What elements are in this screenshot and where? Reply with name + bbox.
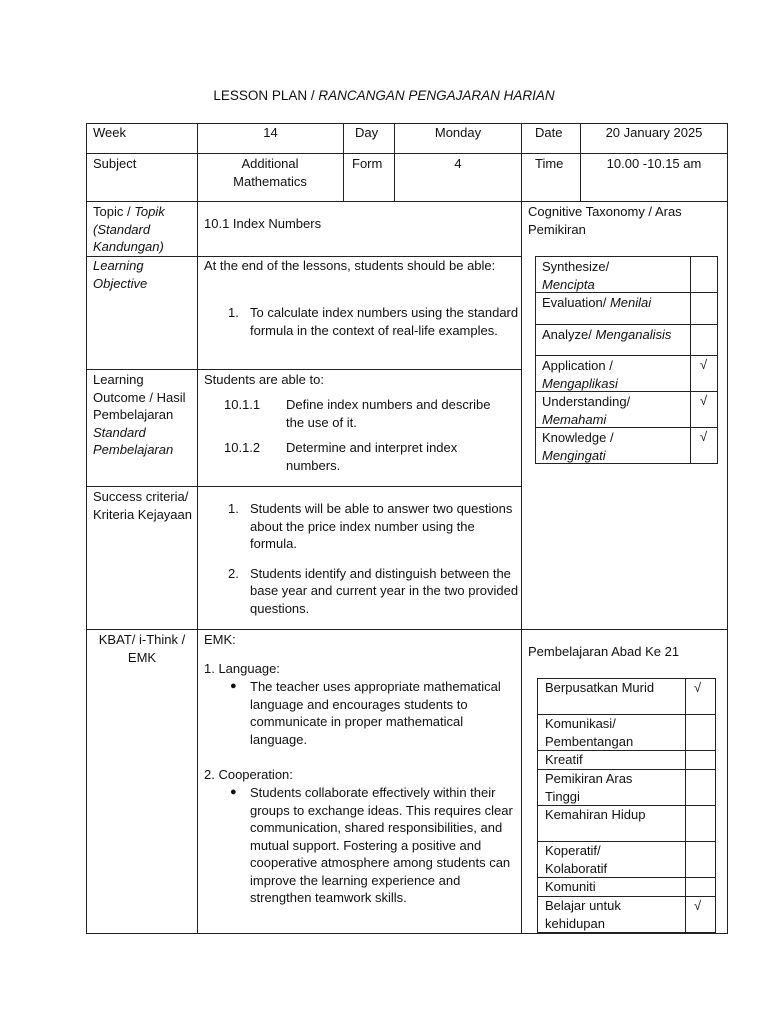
cognitive-level: Application / Mengaplikasi — [542, 358, 618, 391]
language-heading: 1. Language: — [204, 661, 280, 676]
bullet-icon: ● — [230, 786, 237, 798]
list-item: 1. Students will be able to answer two questions about the price index number using the formula. — [228, 501, 513, 551]
cognitive-level: Knowledge / Mengingati — [542, 430, 614, 463]
check-mark-icon: √ — [700, 393, 708, 408]
list-item: 10.1.1 Define index numbers and describe the use of it. — [224, 397, 491, 430]
check-mark-icon: √ — [694, 898, 702, 913]
bullet-icon: ● — [230, 680, 237, 692]
time-value: 10.00 -10.15 am — [606, 156, 702, 171]
week-value: 14 — [263, 125, 278, 140]
date-value: 20 January 2025 — [605, 125, 703, 140]
list-item: 1. To calculate index numbers using the standard formula in the context of real-life examples. — [228, 305, 519, 338]
form-label: Form — [352, 156, 383, 171]
abad21-item: Pemikiran Aras Tinggi — [545, 771, 633, 804]
page-title: LESSON PLAN / RANCANGAN PENGAJARAN HARIAN — [213, 88, 555, 103]
cooperation-heading: 2. Cooperation: — [204, 767, 293, 782]
cooperation-list — [204, 784, 516, 907]
list-item: ● The teacher uses appropriate mathematical language and encourages students to communicate in proper mathematical language. — [230, 679, 501, 747]
outcome-list — [204, 396, 504, 482]
time-label: Time — [535, 156, 564, 171]
day-value: Monday — [434, 125, 482, 140]
outcome-label: Learning Outcome / Hasil Pembelajaran Standard Pembelajaran — [93, 372, 186, 457]
cognitive-level: Evaluation/ Menilai — [542, 295, 652, 310]
abad21-item: Kreatif — [545, 752, 583, 767]
abad21-item: Belajar untuk kehidupan — [545, 898, 621, 931]
success-label: Success criteria/ Kriteria Kejayaan — [93, 489, 192, 522]
language-list — [204, 678, 516, 748]
abad21-heading: Pembelajaran Abad Ke 21 — [528, 644, 680, 659]
day-label: Day — [355, 125, 379, 140]
objective-list — [204, 304, 519, 351]
subject-value: Additional Mathematics — [233, 156, 307, 189]
subject-label: Subject — [93, 156, 137, 171]
topic-value: 10.1 Index Numbers — [204, 216, 322, 231]
success-list — [204, 500, 519, 629]
abad21-item: Berpusatkan Murid — [545, 680, 655, 695]
list-item: 2. Students identify and distinguish between the base year and current year in the two provided questions. — [228, 565, 519, 616]
abad21-item: Kemahiran Hidup — [545, 807, 646, 822]
cognitive-level: Synthesize/ Mencipta — [542, 259, 610, 292]
week-label: Week — [93, 125, 126, 140]
date-label: Date — [535, 125, 563, 140]
outcome-intro: Students are able to: — [204, 372, 324, 387]
emk-label: EMK: — [204, 632, 236, 647]
cognitive-level: Understanding/ Memahami — [542, 394, 631, 427]
check-mark-icon: √ — [694, 680, 702, 695]
form-value: 4 — [454, 156, 462, 171]
objective-intro: At the end of the lessons, students should be able: — [204, 258, 496, 273]
check-mark-icon: √ — [700, 429, 708, 444]
cognitive-level: Analyze/ Menganalisis — [542, 327, 672, 342]
list-item: 10.1.2 Determine and interpret index numbers. — [224, 440, 458, 473]
list-item: ● Students collaborate effectively within their groups to exchange ideas. This requires clear communication, shared responsibilities, and mutual support. Fostering a positive and cooperative atmosphere among students can improve the learning experience and strengthen teamwork skills. — [230, 785, 513, 905]
abad21-item: Komuniti — [545, 879, 596, 894]
topic-label: Topic / Topik (Standard Kandungan) — [93, 204, 165, 254]
kbat-label: KBAT/ i-Think / EMK — [98, 632, 186, 665]
check-mark-icon: √ — [700, 357, 708, 372]
abad21-item: Komunikasi/ Pembentangan — [545, 716, 634, 749]
objective-label: Learning Objective — [93, 258, 148, 291]
abad21-item: Koperatif/ Kolaboratif — [545, 843, 608, 876]
cognitive-heading: Cognitive Taxonomy / Aras Pemikiran — [528, 204, 682, 237]
